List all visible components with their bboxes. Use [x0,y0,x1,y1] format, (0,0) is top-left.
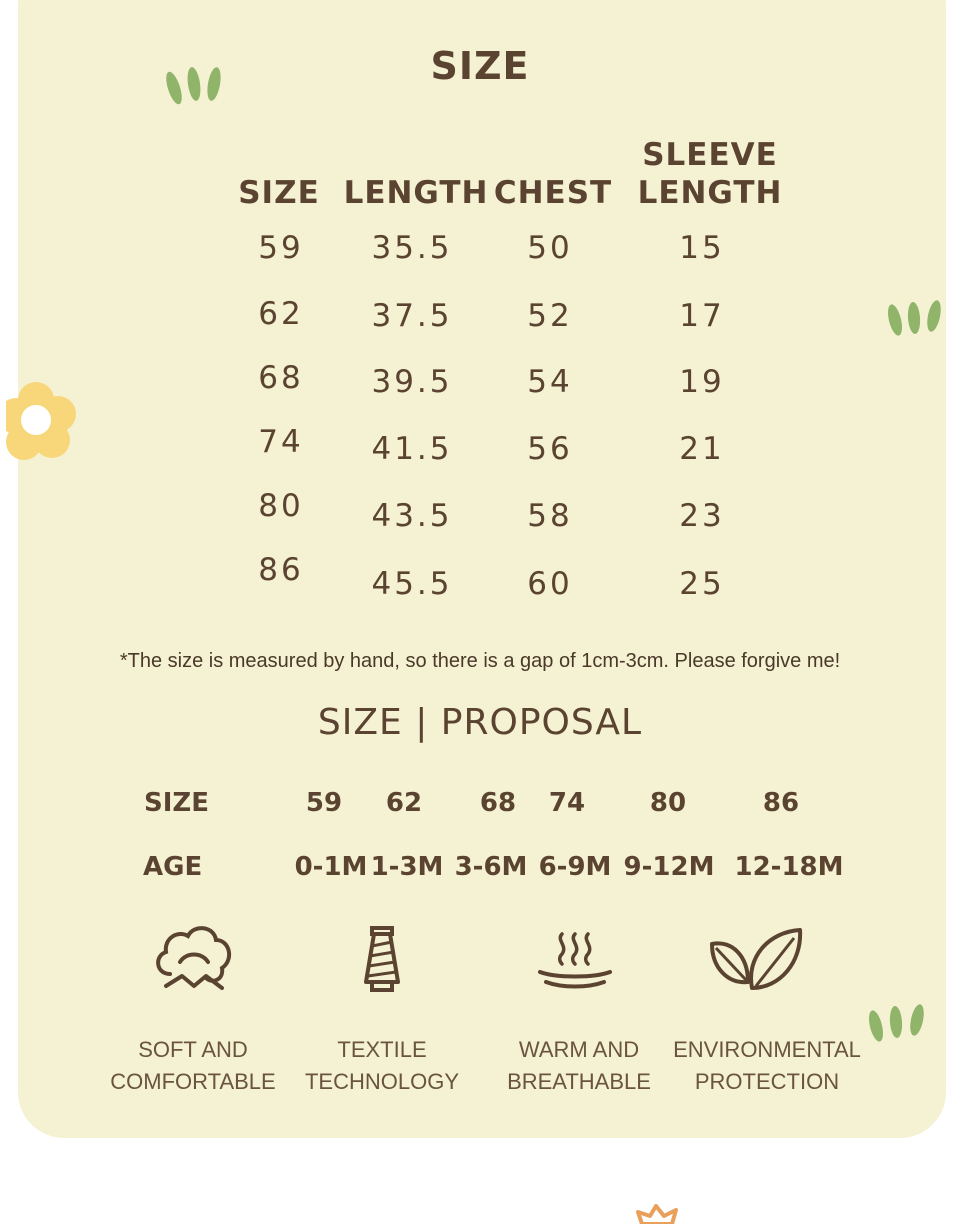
column-header-chest: CHEST [493,175,613,211]
cell-chest: 58 [527,498,573,534]
proposal-age-value: 3-6M [454,852,528,882]
cell-length: 41.5 [371,431,453,467]
cell-sleeve-length: 23 [679,498,725,534]
proposal-size-value: 68 [479,788,517,818]
proposal-age-value: 0-1M [294,852,368,882]
column-header-sleeve-length: SLEEVE LENGTH [637,137,783,211]
cell-sleeve-length: 25 [679,566,725,602]
proposal-title: SIZE | PROPOSAL [317,702,643,743]
proposal-age-value: 9-12M [623,852,715,882]
proposal-size-value: 74 [548,788,586,818]
leaves-icon [708,926,804,996]
cell-chest: 50 [527,230,573,266]
feature-label-warm: WARM AND BREATHABLE [507,1037,651,1094]
cell-size: 62 [258,296,304,332]
steam-icon [536,928,614,990]
cell-chest: 56 [527,431,573,467]
cell-length: 35.5 [371,230,453,266]
proposal-size-label: SIZE [144,788,210,818]
cell-sleeve-length: 17 [679,298,725,334]
cell-chest: 52 [527,298,573,334]
cell-size: 86 [258,552,304,588]
cell-sleeve-length: 15 [679,230,725,266]
star-decoration-icon [634,1204,680,1224]
cell-size: 74 [258,424,304,460]
cell-size: 80 [258,488,304,524]
column-header-length: LENGTH [343,175,489,211]
cell-length: 43.5 [371,498,453,534]
leaf-decoration-icon [884,298,946,340]
flower-decoration-icon [0,378,80,462]
cell-sleeve-length: 21 [679,431,725,467]
feature-label-textile: TEXTILE TECHNOLOGY [304,1037,460,1094]
cell-length: 39.5 [371,364,453,400]
column-header-size: SIZE [238,175,320,211]
proposal-size-value: 80 [649,788,687,818]
cell-size: 68 [258,360,304,396]
cell-size: 59 [258,230,304,266]
proposal-age-value: 12-18M [734,852,844,882]
feature-label-environmental: ENVIRONMENTAL PROTECTION [673,1037,861,1094]
proposal-size-value: 86 [762,788,800,818]
page-title: SIZE [430,44,530,88]
thread-spool-icon [358,924,406,994]
proposal-size-value: 59 [305,788,343,818]
proposal-size-value: 62 [385,788,423,818]
measurement-note: *The size is measured by hand, so there is a gap of 1cm-3cm. Please forgive me! [119,650,841,672]
cell-chest: 60 [527,566,573,602]
cell-length: 37.5 [371,298,453,334]
proposal-age-value: 6-9M [538,852,612,882]
cell-length: 45.5 [371,566,453,602]
feature-label-soft: SOFT AND COMFORTABLE [110,1037,276,1094]
proposal-age-label: AGE [143,852,203,882]
proposal-age-value: 1-3M [370,852,444,882]
cotton-icon [152,924,236,994]
cell-sleeve-length: 19 [679,364,725,400]
cell-chest: 54 [527,364,573,400]
